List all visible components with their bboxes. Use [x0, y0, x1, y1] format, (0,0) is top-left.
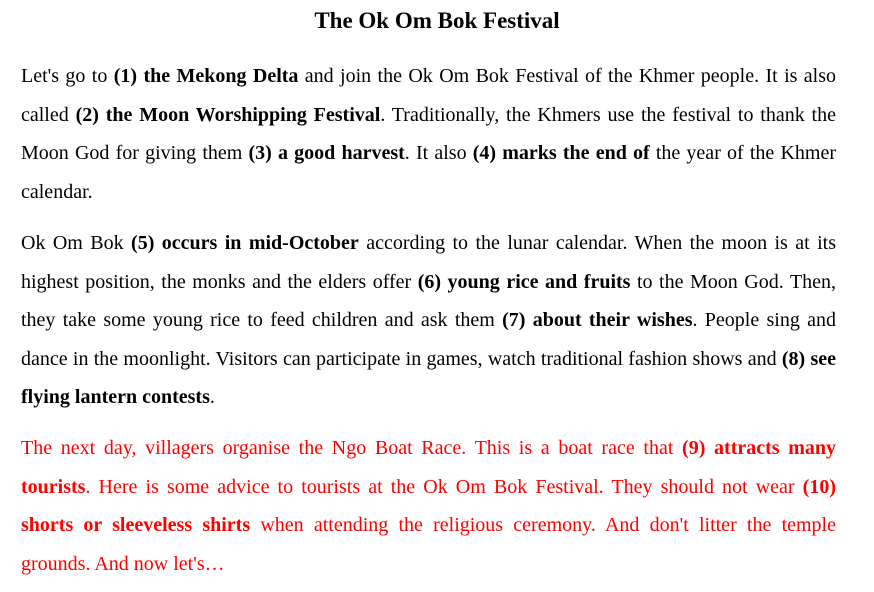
text-segment: to the Moon God. Then, they take some young rice to feed children and ask them	[21, 270, 836, 332]
paragraph-celebration	[21, 224, 836, 417]
text-segment: . Here is some advice to tourists at the Ok Om Bok Festival. They should not wear	[85, 475, 803, 498]
answer-8: (8) see flying lantern contests	[21, 347, 836, 409]
text-segment: according to the lunar calendar. When the moon is at its highest position, the monks and the elders offer	[21, 232, 836, 293]
answer-4: (4) marks the end of	[472, 142, 650, 165]
text-segment: and join the Ok Om Bok Festival of the Khmer people. It is also called	[21, 65, 837, 126]
text-segment: .	[209, 386, 215, 409]
paragraph-boat-race	[21, 429, 836, 583]
answer-5: (5) occurs in mid-October	[131, 232, 359, 254]
paragraph-intro	[21, 57, 836, 211]
answer-3: (3) a good harvest	[248, 142, 405, 165]
text-segment: . People sing and dance in the moonlight. Visitors can participate in games, watch traditional fashion shows and	[21, 309, 836, 370]
answer-7: (7) about their wishes	[502, 309, 693, 332]
answer-1: (1) the Mekong Delta	[113, 65, 299, 87]
text-segment: Let's go to	[21, 65, 114, 87]
text-segment: The next day, villagers organise the Ngo Boat Race. This is a boat race that	[21, 437, 683, 459]
text-segment: Ok Om Bok	[21, 232, 132, 254]
text-segment: . It also	[404, 142, 473, 165]
answer-10: (10) shorts or sleeveless shirts	[21, 475, 836, 537]
text-segment: . Traditionally, the Khmers use the festival to thank the Moon God for giving them	[21, 103, 836, 165]
text-segment: the year of the Khmer calendar.	[21, 142, 836, 203]
answer-2: (2) the Moon Worshipping Festival	[75, 103, 381, 126]
text-segment: when attending the religious ceremony. And don't litter the temple grounds. And now let's…	[21, 514, 836, 575]
answer-6: (6) young rice and fruits	[417, 270, 631, 293]
answer-9: (9) attracts many tourists	[21, 437, 836, 498]
page-title: The Ok Om Bok Festival	[314, 8, 560, 33]
